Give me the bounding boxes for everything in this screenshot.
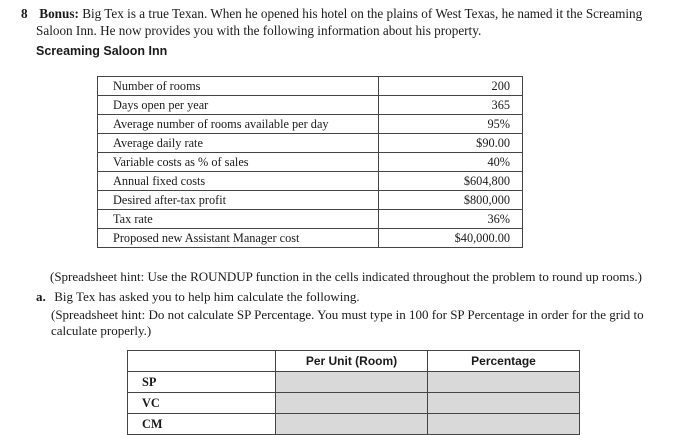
table-row — [98, 172, 523, 191]
part-a-letter: a. — [36, 289, 46, 304]
table-row — [98, 210, 523, 229]
sp-per-unit-input[interactable] — [276, 372, 428, 393]
vc-percentage-input[interactable] — [428, 393, 580, 414]
column-header-per-unit: Per Unit (Room) — [276, 351, 428, 372]
problem-line-1 — [21, 5, 681, 22]
row-value: $604,800 — [379, 172, 523, 191]
grid-corner — [128, 351, 276, 372]
grid-row-sp — [128, 372, 580, 393]
row-value: 95% — [379, 115, 523, 134]
table-row — [98, 229, 523, 248]
row-label-vc: VC — [128, 393, 276, 414]
row-label: Variable costs as % of sales — [98, 153, 379, 172]
row-label: Number of rooms — [98, 77, 379, 96]
cm-per-unit-input[interactable] — [276, 414, 428, 435]
problem-intro — [21, 5, 681, 39]
row-label: Annual fixed costs — [98, 172, 379, 191]
part-a-text: Big Tex has asked you to help him calculate the following. — [54, 289, 360, 304]
row-value: 40% — [379, 153, 523, 172]
problem-text-2: Saloon Inn. He now provides you with the following information about his property. — [36, 23, 482, 38]
row-value: 36% — [379, 210, 523, 229]
row-label: Tax rate — [98, 210, 379, 229]
row-value: 365 — [379, 96, 523, 115]
row-value: $90.00 — [379, 134, 523, 153]
row-value: $800,000 — [379, 191, 523, 210]
column-header-percentage: Percentage — [428, 351, 580, 372]
table-row — [98, 115, 523, 134]
problem-text-1: Big Tex is a true Texan. When he opened his hotel on the plains of West Texas, he named it the Screaming — [82, 6, 643, 21]
bonus-label: Bonus: — [39, 6, 79, 21]
row-label-cm: CM — [128, 414, 276, 435]
grid-row-vc — [128, 393, 580, 414]
grid-header-row — [128, 351, 580, 372]
row-value: 200 — [379, 77, 523, 96]
spreadsheet-hint-sp: (Spreadsheet hint: Do not calculate SP Percentage. You must type in 100 for SP Percentage in order for the grid to calculate properly.) — [51, 307, 644, 338]
vc-per-unit-input[interactable] — [276, 393, 428, 414]
row-value: $40,000.00 — [379, 229, 523, 248]
table-row — [98, 191, 523, 210]
row-label: Desired after-tax profit — [98, 191, 379, 210]
problem-number: 8 — [21, 6, 28, 21]
row-label: Proposed new Assistant Manager cost — [98, 229, 379, 248]
part-a-prompt — [36, 289, 360, 305]
table-row — [98, 134, 523, 153]
answer-grid — [127, 350, 580, 435]
grid-row-cm — [128, 414, 580, 435]
cm-percentage-input[interactable] — [428, 414, 580, 435]
row-label: Days open per year — [98, 96, 379, 115]
table-row — [98, 77, 523, 96]
row-label-sp: SP — [128, 372, 276, 393]
row-label: Average daily rate — [98, 134, 379, 153]
property-info-table — [97, 76, 523, 248]
property-heading: Screaming Saloon Inn — [36, 44, 168, 58]
spreadsheet-hint-roundup: (Spreadsheet hint: Use the ROUNDUP function in the cells indicated throughout the problem to round up rooms.) — [50, 269, 642, 284]
table-row — [98, 153, 523, 172]
row-label: Average number of rooms available per day — [98, 115, 379, 134]
table-row — [98, 96, 523, 115]
sp-percentage-input[interactable] — [428, 372, 580, 393]
